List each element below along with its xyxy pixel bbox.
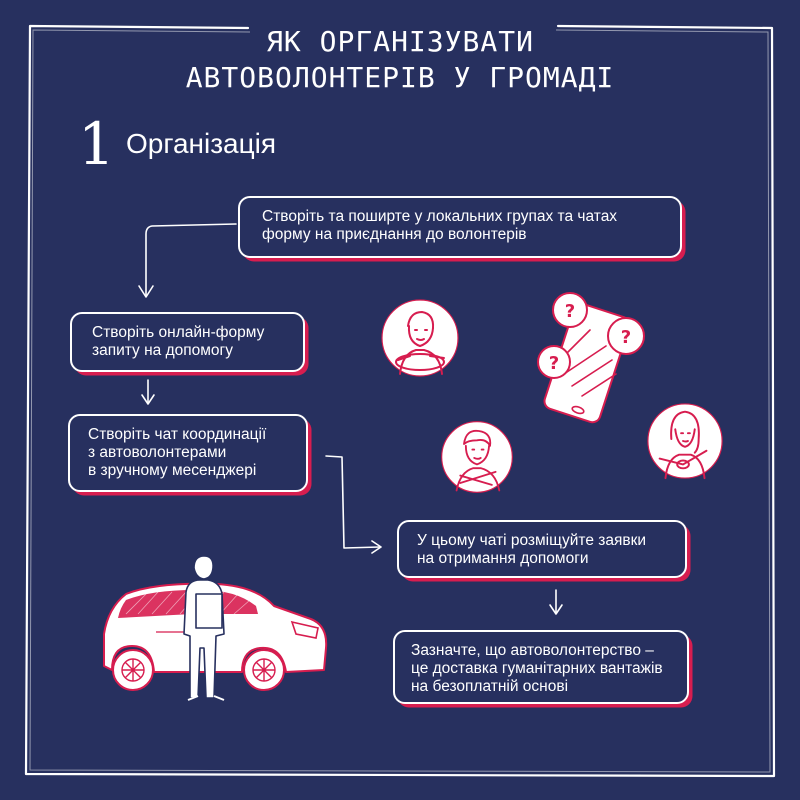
title-line-2: АВТОВОЛОНТЕРІВ У ГРОМАДІ [0,60,800,96]
section-number: 1 [78,110,115,178]
arrow-step4-to-step5 [550,590,562,614]
driver-portrait-icon [378,296,462,380]
phone-chat-icon [520,290,654,424]
title-line-1: ЯК ОРГАНІЗУВАТИ [0,24,800,60]
step-text: Створіть чат координації з автоволонтерами в зручному месенджері [88,426,267,479]
arrow-step1-to-step2 [139,224,236,297]
step-create-volunteer-form [238,196,682,258]
section-title: Організація [126,128,277,159]
driver-portrait-icon [438,418,516,496]
step-text: Зазначте, що автоволонтерство – це доставка гуманітарних вантажів на безоплатній основі [411,642,663,695]
step-post-requests [397,520,687,578]
arrow-step2-to-step3 [142,380,154,404]
arrow-step3-to-step4 [326,456,381,553]
step-free-of-charge-note [393,630,689,704]
female-driver-icon [644,400,726,482]
step-create-coordination-chat [68,414,308,492]
step-text: У цьому чаті розміщуйте заявки на отримання допомоги [417,532,647,567]
step-text: Створіть та поширте у локальних групах та чатах форму на приєднання до волонтерів [262,208,618,243]
svg-text:?: ? [548,353,560,374]
svg-text:?: ? [564,301,576,322]
step-text: Створіть онлайн-форму запиту на допомогу [92,324,265,359]
page-title [0,24,800,96]
svg-text:?: ? [620,327,632,348]
car-with-volunteer-icon [96,548,336,704]
step-create-request-form [70,312,305,372]
